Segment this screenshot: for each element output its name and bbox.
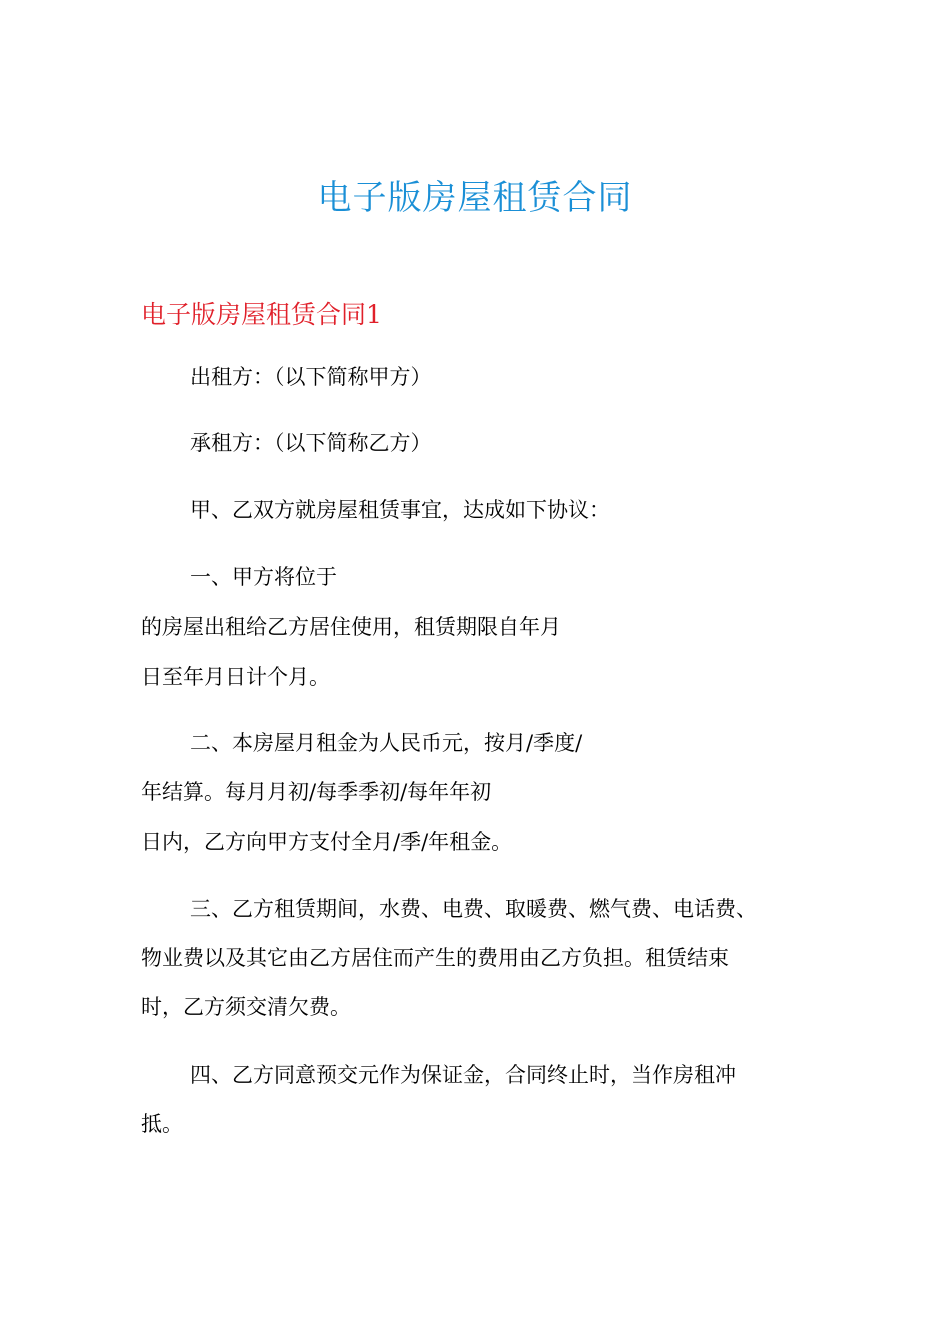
clause-1-line-3: 日至年月日计个月。 bbox=[141, 665, 330, 689]
clause-3-line-3: 时，乙方须交清欠费。 bbox=[141, 995, 351, 1019]
clause-3-line-2: 物业费以及其它由乙方居住而产生的费用由乙方负担。租赁结束 bbox=[141, 946, 729, 970]
clause-4-line-1: 四、乙方同意预交元作为保证金，合同终止时，当作房租冲 bbox=[190, 1063, 736, 1087]
lessee-line: 承租方：（以下简称乙方） bbox=[190, 431, 432, 455]
agreement-intro: 甲、乙双方就房屋租赁事宜，达成如下协议： bbox=[190, 498, 610, 522]
document-title: 电子版房屋租赁合同 bbox=[317, 178, 633, 218]
clause-4-line-2: 抵。 bbox=[141, 1112, 183, 1136]
clause-2-line-3: 日内，乙方向甲方支付全月/季/年租金。 bbox=[141, 830, 513, 854]
section-heading: 电子版房屋租赁合同1 bbox=[141, 300, 382, 329]
clause-1-line-1: 一、甲方将位于 bbox=[190, 565, 337, 589]
clause-1-line-2: 的房屋出租给乙方居住使用，租赁期限自年月 bbox=[141, 615, 561, 639]
clause-2-line-2: 年结算。每月月初/每季季初/每年年初 bbox=[141, 780, 492, 804]
clause-2-line-1: 二、本房屋月租金为人民币元，按月/季度/ bbox=[190, 731, 583, 755]
clause-3-line-1: 三、乙方租赁期间，水费、电费、取暖费、燃气费、电话费、 bbox=[190, 897, 757, 921]
lessor-line: 出租方：（以下简称甲方） bbox=[190, 365, 432, 389]
